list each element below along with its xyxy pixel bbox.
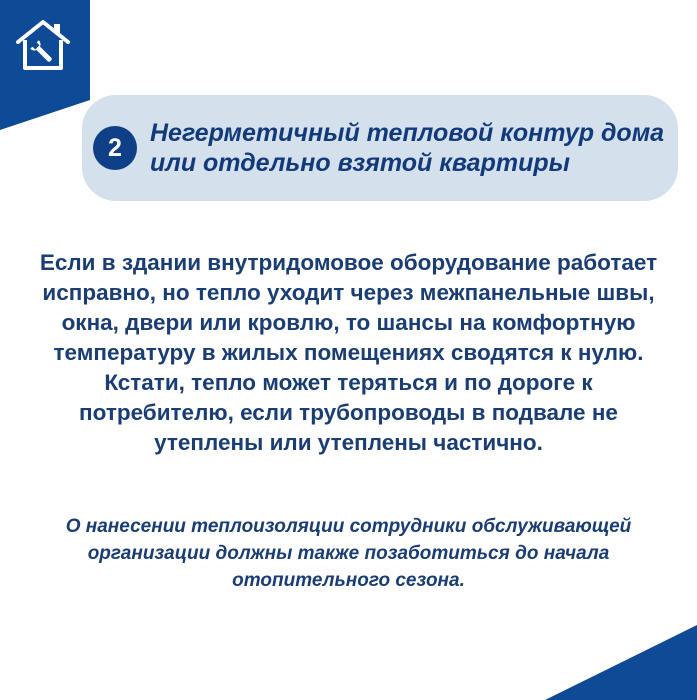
note-text: О нанесении теплоизоляции сотрудники обслуживающей организации должны также позаботиться до начала отопительного сезона.	[65, 516, 632, 591]
house-wrench-icon	[14, 16, 72, 74]
section-title: Негерметичный тепловой контур дома или отдельно взятой квартиры	[150, 119, 665, 177]
paragraph-1: Если в здании внутридомовое оборудование работает исправно, но тепло уходит через межпанельные швы, окна, двери или кровлю, то шансы на комфортную температуру в жилых помещениях сводятся к нулю.	[39, 250, 658, 365]
step-number-badge: 2	[93, 126, 137, 170]
main-text	[30, 248, 667, 458]
paragraph-2: Кстати, тепло может теряться и по дороге к потребителю, если трубопроводы в подвале не утеплены или утеплены частично.	[79, 370, 618, 455]
